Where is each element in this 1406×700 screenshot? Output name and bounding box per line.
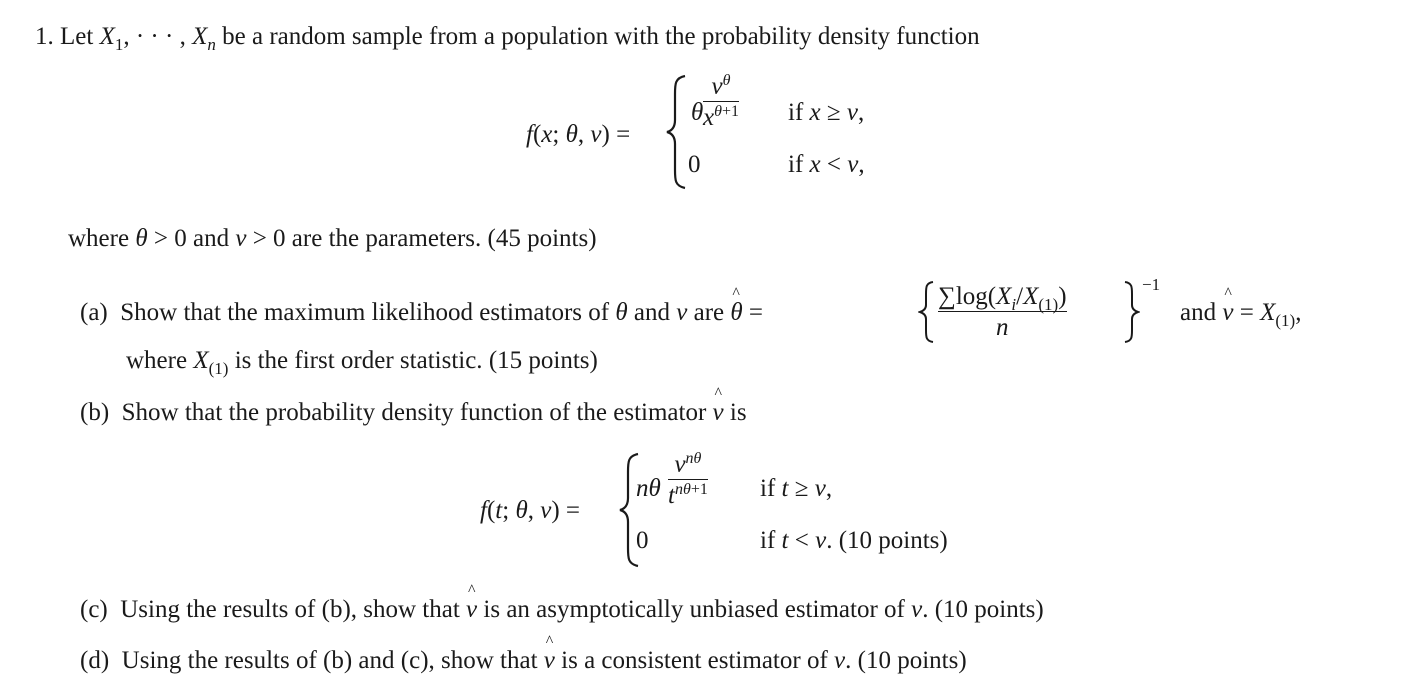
pdf-case2-condition: if x < ν, — [788, 151, 865, 178]
part-d-label: (d) — [80, 647, 110, 674]
problem-intro-line — [35, 23, 980, 54]
part-c-points: (10 points) — [934, 596, 1044, 623]
part-a-estimator-fraction — [938, 284, 1067, 340]
part-a-left-brace — [918, 280, 936, 344]
pdf-left-brace — [665, 74, 689, 190]
part-a-denominator: n — [996, 314, 1009, 341]
pdf-case1-condition: if x ≥ ν, — [788, 99, 865, 126]
pdf-case1-denominator: $x^{\theta+1}$ — [703, 103, 739, 131]
part-d-points: (10 points) — [857, 647, 967, 674]
part-c-line: (c) Using the results of (b), show that ^ ν is an asymptotically unbiased estimator of ν. (10 points) — [80, 597, 1044, 622]
part-a-numerator: $\sum\log(X_i/X_{(1)})$ — [938, 283, 1067, 314]
pdf-case1-numerator: $\nu^\theta$ — [711, 72, 731, 100]
pdf-b-case1-fraction: $\nu^{n\theta}$ $t^{n\theta+1}$ — [668, 450, 708, 509]
pdf-lhs: f(x; θ, ν) = — [526, 121, 631, 148]
pdf-equals: = — [616, 121, 631, 148]
parameters-line: where θ > 0 and ν > 0 are the parameters. (45 points) — [68, 225, 597, 252]
part-b-label: (b) — [80, 399, 110, 426]
pdf-b-lhs: f(t; θ, ν) = — [480, 497, 581, 524]
problem-intro-rest: be a random sample from a population with the probability density function — [222, 23, 980, 50]
problem-intro-word: Let — [60, 23, 94, 50]
part-c-label: (c) — [80, 596, 108, 623]
pdf-b-case2-condition: if t < ν. (10 points) — [760, 527, 948, 554]
pdf-case1-theta: θ — [691, 99, 704, 126]
pdf-case1-fraction-bar — [703, 101, 739, 102]
part-a-exponent: −1 — [1142, 275, 1161, 294]
pdf-case2-value: 0 — [688, 151, 701, 178]
pdf-case1-fraction — [703, 74, 739, 130]
part-d-line: (d) Using the results of (b) and (c), show that ^ ν is a consistent estimator of ν. (10 points) — [80, 648, 967, 673]
part-a-points: (15 points) — [488, 347, 598, 374]
problem-points: (45 points) — [487, 225, 597, 252]
part-a-label: (a) — [80, 299, 108, 326]
pdf-b-case1-condition: if t ≥ ν, — [760, 475, 833, 502]
part-b-points: (10 points) — [838, 527, 948, 554]
part-a-line2: where $X_{(1)}$ is the first order statistic. (15 points) — [126, 347, 598, 378]
part-b-line1: (b) Show that the probability density function of the estimator ^ ν is — [80, 400, 747, 425]
pdf-b-case1-coef: nθ — [636, 475, 661, 502]
part-a-line1: (a) Show that the maximum likelihood estimators of θ and ν are ^ θ = — [80, 300, 763, 325]
part-a-nu-hat: and ^ $\nu = X_{(1)}$, — [1180, 300, 1301, 325]
problem-number: 1. — [35, 23, 54, 50]
part-a-right-brace — [1122, 280, 1140, 344]
pdf-b-case2-value: 0 — [636, 527, 649, 554]
sample-notation: $X_1$, · · · , $X_n$ — [99, 23, 216, 54]
